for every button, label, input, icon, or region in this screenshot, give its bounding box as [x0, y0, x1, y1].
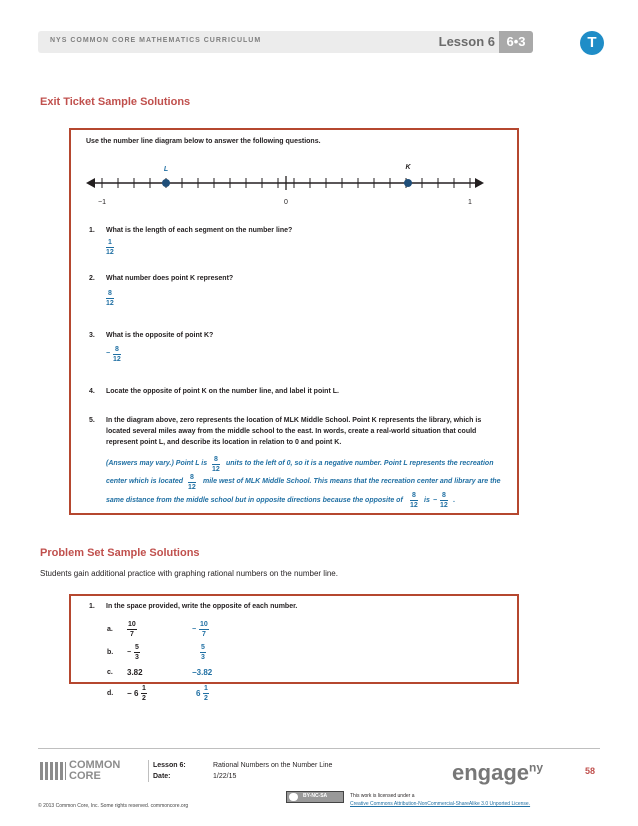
ps-item-a-label: a.	[107, 626, 113, 633]
ps-item-a-given: $\frac{10}{7}$	[128, 621, 136, 638]
q5-frac-1: $\frac{8}{12}$	[212, 456, 220, 473]
ps-item-d-given-sign: −	[127, 689, 132, 698]
q5-number: 5.	[89, 417, 95, 424]
left-arrow-icon	[86, 178, 95, 188]
common-core-logo	[40, 760, 135, 782]
ps-item-a-ans-sign: −	[192, 626, 197, 633]
copyright: © 2013 Common Core, Inc. Some rights reserved. commoncore.org	[38, 803, 189, 809]
q5-line1: In the diagram above, zero represents the location of MLK Middle School. Point K represents the library, which is	[106, 417, 482, 424]
ps-item-d-answer-frac: $\frac{1}{2}$	[204, 685, 208, 702]
tick-label-neg1: −1	[98, 199, 106, 206]
number-line	[86, 163, 486, 213]
ps-item-b-answer: $\frac{5}{3}$	[201, 644, 205, 661]
ps-item-b-label: b.	[107, 649, 114, 656]
q3-answer: $\frac{8}{12}$	[113, 346, 121, 363]
ps-q1-text: In the space provided, write the opposite of each number.	[106, 603, 298, 610]
ps-q1-number: 1.	[89, 603, 95, 610]
point-k-label: K	[405, 164, 411, 171]
q5-answer-3a: same distance from the middle school but in opposite directions because the opposite of	[106, 497, 403, 504]
engageny-logo: engage$^{ny}$	[452, 760, 544, 785]
ps-item-b-given: $\frac{5}{3}$	[135, 644, 139, 661]
q2-text: What number does point K represent?	[106, 275, 234, 282]
q2-number: 2.	[89, 275, 95, 282]
footer-date-value: 1/22/15	[213, 773, 237, 780]
page-header	[38, 31, 533, 53]
ps-item-d-label: d.	[107, 690, 114, 697]
footer-vertical-divider	[148, 760, 149, 782]
logo-bars-icon	[40, 762, 66, 780]
footer-divider	[38, 748, 600, 749]
q5-line3: represent point L, and describe its location in relation to 0 and point K.	[106, 439, 342, 446]
ps-item-d-ans-whole: 6	[196, 689, 201, 698]
right-arrow-icon	[475, 178, 484, 188]
q1-text: What is the length of each segment on the number line?	[106, 227, 293, 234]
footer-lesson-label: Lesson 6:	[153, 762, 186, 769]
q5-answer-1b: units to the left of 0, so it is a negative number. Point L represents the recreation	[226, 460, 494, 467]
q5-line2: located several miles away from the middle school to the east. In words, create a real-world situation that could	[106, 428, 477, 435]
q5-frac-2: $\frac{8}{12}$	[188, 474, 196, 491]
footer-lesson-value: Rational Numbers on the Number Line	[213, 762, 333, 769]
tick-label-1: 1	[468, 199, 472, 206]
tick-label-0: 0	[284, 199, 288, 206]
exit-ticket-title: Exit Ticket Sample Solutions	[40, 96, 191, 108]
ps-item-c-answer: −3.82	[192, 668, 213, 677]
q5-answer-1a: (Answers may vary.) Point L is	[106, 460, 208, 467]
ps-item-d-given-frac: $\frac{1}{2}$	[142, 685, 146, 702]
q1-answer: $\frac{1}{12}$	[106, 239, 114, 256]
q3-answer-sign: −	[106, 350, 111, 357]
footer-date-label: Date:	[153, 773, 171, 780]
q1-number: 1.	[89, 227, 95, 234]
ps-item-a-answer: $\frac{10}{7}$	[200, 621, 208, 638]
q5-answer-2a: center which is located	[106, 478, 184, 485]
ps-item-c-given: 3.82	[127, 668, 143, 677]
curriculum-title: NYS COMMON CORE MATHEMATICS CURRICULUM	[50, 37, 262, 44]
q5-answer-3b: is	[424, 497, 430, 504]
logo-text: COMMON CORE	[69, 759, 121, 782]
q5-frac-3: $\frac{8}{12}$	[410, 492, 418, 509]
page-number: 58	[585, 766, 596, 776]
q4-number: 4.	[89, 388, 95, 395]
ps-item-b-given-sign: −	[127, 649, 132, 656]
ps-item-d-given-whole: 6	[134, 689, 139, 698]
q2-answer: $\frac{8}{12}$	[106, 290, 114, 307]
q5-answer-3d: .	[453, 497, 455, 504]
grade-badge: 6•3	[499, 31, 533, 53]
license-text: This work is licensed under a Creative Commons Attribution-NonCommercial-ShareAlike 3.0 Unported License.	[350, 793, 531, 807]
problem-set-title: Problem Set Sample Solutions	[40, 547, 200, 559]
ps-item-c-label: c.	[107, 669, 113, 676]
point-l	[162, 179, 170, 187]
point-k	[404, 179, 412, 187]
q5-answer-2b: mile west of MLK Middle School. This means that the recreation center and library are the	[203, 478, 501, 485]
point-l-label: L	[163, 166, 169, 173]
cc-license-badge[interactable]: BY-NC-SA	[286, 791, 344, 803]
cc-icon	[289, 793, 298, 801]
exit-ticket-instruction: Use the number line diagram below to answer the following questions.	[86, 138, 321, 145]
q5-frac-4: $\frac{8}{12}$	[440, 492, 448, 509]
problem-set-intro: Students gain additional practice with graphing rational numbers on the number line.	[40, 569, 338, 578]
q3-text: What is the opposite of point K?	[106, 332, 214, 339]
teacher-badge: T	[580, 31, 604, 55]
q3-number: 3.	[89, 332, 95, 339]
q4-text: Locate the opposite of point K on the number line, and label it point L.	[106, 388, 339, 395]
license-link[interactable]: Creative Commons Attribution-NonCommercial-ShareAlike 3.0 Unported License.	[350, 801, 531, 807]
lesson-label: Lesson 6	[438, 34, 495, 49]
q5-answer-3c: −	[433, 497, 438, 504]
